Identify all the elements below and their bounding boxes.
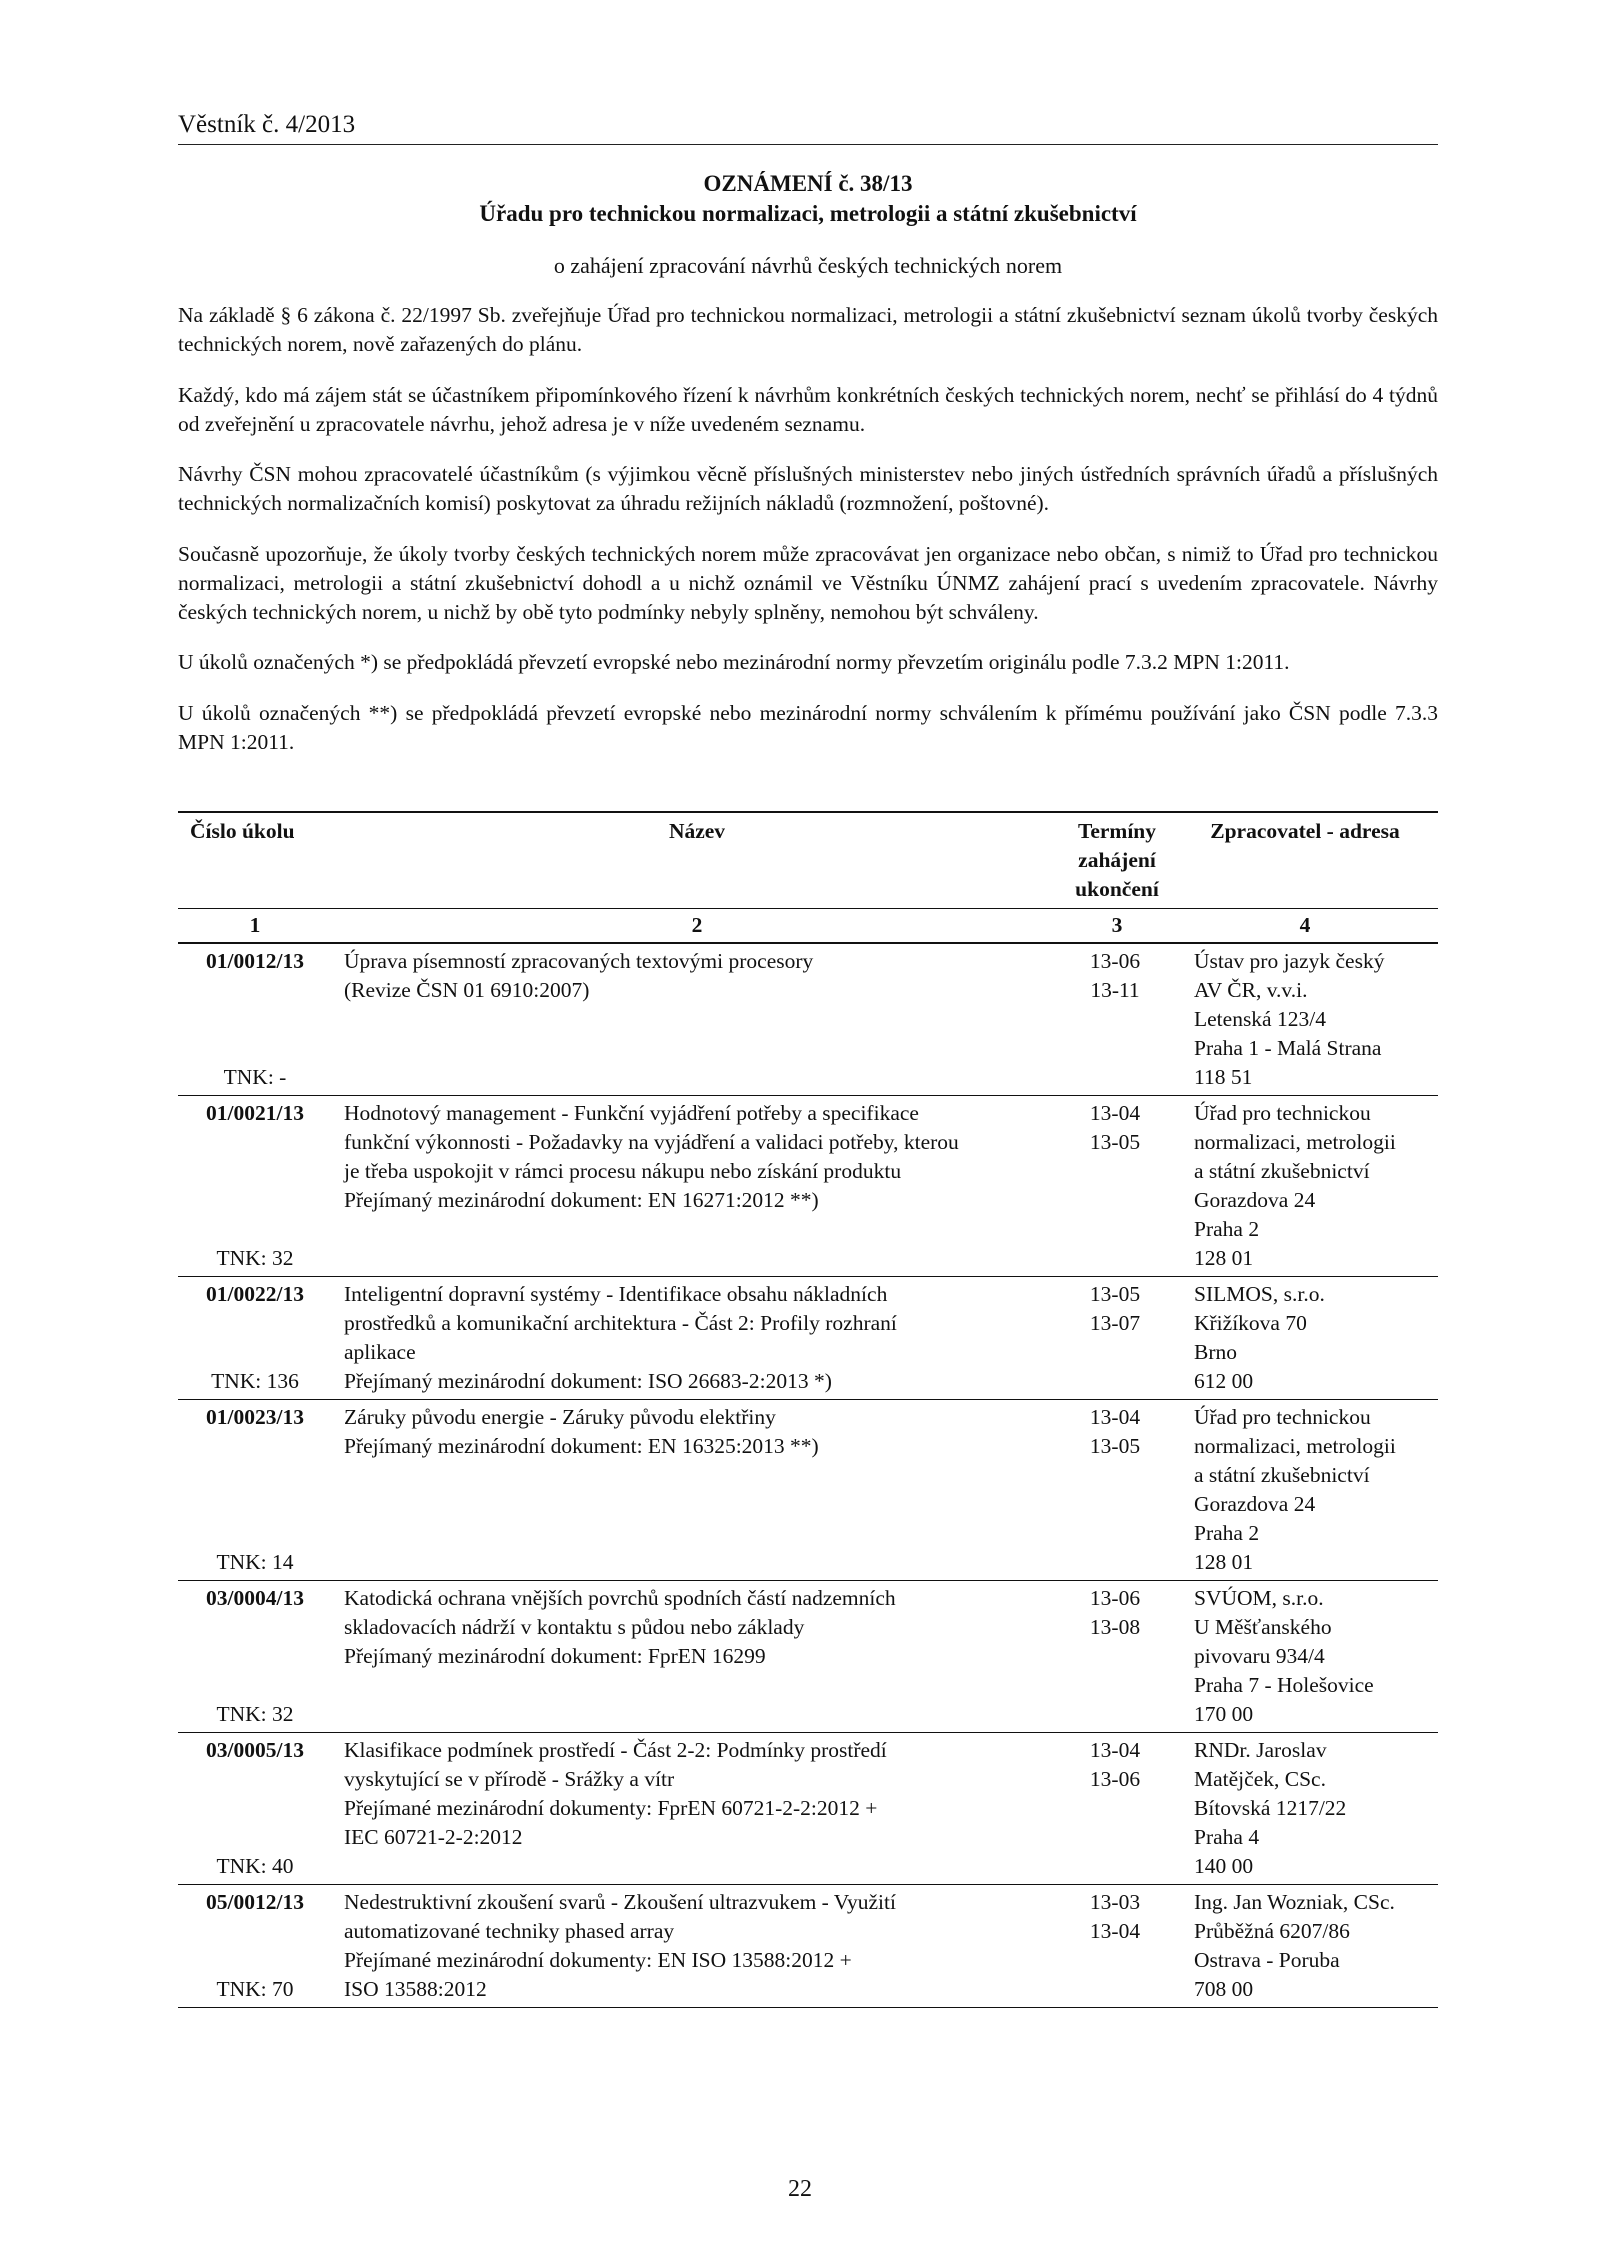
spacer xyxy=(182,1034,328,1063)
table-row xyxy=(178,1095,1438,1276)
task-number: 01/0021/13 xyxy=(206,1100,304,1125)
spacer xyxy=(182,1823,328,1852)
paragraph: Každý, kdo má zájem stát se účastníkem připomínkového řízení k návrhům konkrétních českých technických norem, nechť se přihlásí do 4 týdnů od zveřejnění u zpracovatele návrhu, jehož adresa je v níže uvedeném seznamu. xyxy=(178,382,1438,436)
spacer xyxy=(182,1005,328,1034)
start-date: 13-04 xyxy=(1089,1404,1141,1429)
end-date: 13-11 xyxy=(1090,977,1140,1002)
processor-address-line: 708 00 xyxy=(1194,1976,1254,2001)
task-name-line: Přejímaný mezinárodní dokument: FprEN 16299 xyxy=(344,1643,766,1668)
processor-address-line: 128 01 xyxy=(1194,1549,1254,1574)
column-number: 1 xyxy=(178,908,332,943)
start-date: 13-04 xyxy=(1089,1100,1141,1125)
table-row xyxy=(178,943,1438,1096)
processor-address-cell xyxy=(1172,1884,1438,2007)
processor-address-cell xyxy=(1172,1399,1438,1580)
task-name-line: Klasifikace podmínek prostředí - Část 2-2: Podmínky prostředí xyxy=(344,1737,887,1762)
task-dates-cell xyxy=(1062,1580,1172,1732)
processor-address-line: 612 00 xyxy=(1194,1368,1254,1393)
spacer xyxy=(182,1946,328,1975)
spacer xyxy=(182,976,328,1005)
spacer xyxy=(182,1490,328,1519)
spacer xyxy=(182,1461,328,1490)
task-name-line: aplikace xyxy=(344,1339,416,1364)
processor-address-line: AV ČR, v.v.i. xyxy=(1194,977,1308,1002)
task-number-cell xyxy=(178,1884,332,2007)
task-dates-cell xyxy=(1062,1276,1172,1399)
processor-address-line: 170 00 xyxy=(1194,1701,1254,1726)
header-terms-line: zahájení xyxy=(1078,847,1156,872)
paragraph: Současně upozorňuje, že úkoly tvorby českých technických norem může zpracovávat jen organizace nebo občan, s nimiž to Úřad pro technickou normalizaci, metrologii a státní zkušebnictví dohodl a u nichž oznámil ve Věstníku ÚNMZ zahájení prací s uvedením zpracovatele. Návrhy českých technických norem, u nichž by obě tyto podmínky nebyly splněny, nemohou být schváleny. xyxy=(178,541,1438,624)
processor-address-line: a státní zkušebnictví xyxy=(1194,1462,1370,1487)
spacer xyxy=(182,1794,328,1823)
task-number: 05/0012/13 xyxy=(206,1889,304,1914)
processor-address-line: Úřad pro technickou xyxy=(1194,1100,1371,1125)
processor-address-line: pivovaru 934/4 xyxy=(1194,1643,1325,1668)
processor-address-line: Praha 2 xyxy=(1194,1216,1260,1241)
processor-address-line: Praha 4 xyxy=(1194,1824,1260,1849)
processor-address-cell xyxy=(1172,1276,1438,1399)
processor-address-line: Brno xyxy=(1194,1339,1237,1364)
processor-address-line: 140 00 xyxy=(1194,1853,1254,1878)
spacer xyxy=(182,1186,328,1215)
start-date: 13-03 xyxy=(1089,1889,1141,1914)
spacer xyxy=(182,1519,328,1548)
header-terms xyxy=(1062,812,1172,909)
task-dates-cell xyxy=(1062,1095,1172,1276)
table-row xyxy=(178,1732,1438,1884)
task-number-cell xyxy=(178,1399,332,1580)
task-name-line: Nedestruktivní zkoušení svarů - Zkoušení ultrazvukem - Využití xyxy=(344,1889,896,1914)
task-dates-cell xyxy=(1062,1884,1172,2007)
paragraph: Návrhy ČSN mohou zpracovatelé účastníkům (s výjimkou věcně příslušných ministerstev nebo jiných ústředních správních úřadů a příslušných technických normalizačních komisí) poskytovat za úhradu režijních nákladů (rozmnožení, poštovné). xyxy=(178,462,1438,515)
processor-address-cell xyxy=(1172,1732,1438,1884)
start-date: 13-05 xyxy=(1089,1281,1141,1306)
processor-address-line: Praha 2 xyxy=(1194,1520,1260,1545)
tasks-table xyxy=(178,811,1438,2008)
paragraph: U úkolů označených *) se předpokládá převzetí evropské nebo mezinárodní normy převzetím originálu podle 7.3.2 MPN 1:2011. xyxy=(178,650,1290,674)
processor-address-cell xyxy=(1172,943,1438,1096)
task-number-cell xyxy=(178,1095,332,1276)
task-name-line: Přejímané mezinárodní dokumenty: FprEN 60721-2-2:2012 + xyxy=(344,1795,878,1820)
task-name-line: vyskytující se v přírodě - Srážky a vítr xyxy=(344,1766,675,1791)
tnk-label: TNK: 14 xyxy=(216,1549,294,1574)
task-rows xyxy=(178,943,1438,2008)
task-dates-cell xyxy=(1062,1732,1172,1884)
task-name-line: automatizované techniky phased array xyxy=(344,1918,675,1943)
task-name-line: Přejímané mezinárodní dokumenty: EN ISO 13588:2012 + xyxy=(344,1947,852,1972)
task-number-cell xyxy=(178,943,332,1096)
start-date: 13-04 xyxy=(1089,1737,1141,1762)
column-number: 4 xyxy=(1172,908,1438,943)
task-name-line: Inteligentní dopravní systémy - Identifikace obsahu nákladních xyxy=(344,1281,888,1306)
processor-address-line: Ing. Jan Wozniak, CSc. xyxy=(1194,1889,1395,1914)
processor-address-line: Gorazdova 24 xyxy=(1194,1491,1316,1516)
spacer xyxy=(182,1613,328,1642)
task-name-cell xyxy=(332,1884,1062,2007)
processor-address-line: Praha 1 - Malá Strana xyxy=(1194,1035,1382,1060)
task-number: 01/0022/13 xyxy=(206,1281,304,1306)
processor-address-line: Gorazdova 24 xyxy=(1194,1187,1316,1212)
column-number: 2 xyxy=(332,908,1062,943)
end-date: 13-05 xyxy=(1089,1433,1141,1458)
task-name-cell xyxy=(332,1095,1062,1276)
processor-address-line: RNDr. Jaroslav xyxy=(1194,1737,1327,1762)
tnk-label: TNK: 136 xyxy=(211,1368,299,1393)
task-number: 03/0004/13 xyxy=(206,1585,304,1610)
task-name-line: Přejímaný mezinárodní dokument: EN 16271:2012 **) xyxy=(344,1187,819,1212)
spacer xyxy=(182,1338,328,1367)
task-name-line: funkční výkonnosti - Požadavky na vyjádření a validaci potřeby, kterou xyxy=(344,1129,959,1154)
document-page xyxy=(178,108,1438,2008)
spacer xyxy=(182,1765,328,1794)
task-name-line: Přejímaný mezinárodní dokument: EN 16325:2013 **) xyxy=(344,1433,819,1458)
spacer xyxy=(182,1917,328,1946)
processor-address-line: Letenská 123/4 xyxy=(1194,1006,1326,1031)
table-header-row xyxy=(178,812,1438,909)
processor-address-cell xyxy=(1172,1580,1438,1732)
task-name-line: IEC 60721-2-2:2012 xyxy=(344,1824,523,1849)
spacer xyxy=(182,1128,328,1157)
end-date: 13-04 xyxy=(1089,1918,1141,1943)
processor-address-line: Úřad pro technickou xyxy=(1194,1404,1371,1429)
processor-address-line: U Měšťanského xyxy=(1194,1614,1332,1639)
start-date: 13-06 xyxy=(1089,948,1141,973)
header-terms-line: Termíny xyxy=(1077,818,1157,843)
task-name-cell xyxy=(332,1399,1062,1580)
end-date: 13-07 xyxy=(1089,1310,1141,1335)
announcement-title: OZNÁMENÍ č. 38/13 xyxy=(703,171,913,196)
task-name-line: prostředků a komunikační architektura - Část 2: Profily rozhraní xyxy=(344,1310,897,1335)
task-dates-cell xyxy=(1062,1399,1172,1580)
task-name-line: Katodická ochrana vnějších povrchů spodních částí nadzemních xyxy=(344,1585,896,1610)
processor-address-line: 128 01 xyxy=(1194,1245,1254,1270)
processor-address-line: Ústav pro jazyk český xyxy=(1194,948,1385,973)
processor-address-cell xyxy=(1172,1095,1438,1276)
table-row xyxy=(178,1884,1438,2007)
task-name-cell xyxy=(332,943,1062,1096)
task-number-cell xyxy=(178,1732,332,1884)
processor-address-line: Praha 7 - Holešovice xyxy=(1194,1672,1374,1697)
column-number-row xyxy=(178,908,1438,943)
task-name-line: Záruky původu energie - Záruky původu elektřiny xyxy=(344,1404,776,1429)
processor-address-line: Ostrava - Poruba xyxy=(1194,1947,1340,1972)
end-date: 13-06 xyxy=(1089,1766,1141,1791)
header-terms-line: ukončení xyxy=(1075,876,1159,901)
tnk-label: TNK: - xyxy=(223,1064,287,1089)
processor-address-line: normalizaci, metrologii xyxy=(1194,1129,1396,1154)
running-header: Věstník č. 4/2013 xyxy=(178,108,1438,145)
spacer xyxy=(182,1642,328,1671)
task-number-cell xyxy=(178,1276,332,1399)
task-number: 01/0012/13 xyxy=(206,948,304,973)
start-date: 13-06 xyxy=(1089,1585,1141,1610)
spacer xyxy=(182,1157,328,1186)
end-date: 13-08 xyxy=(1089,1614,1141,1639)
spacer xyxy=(182,1671,328,1700)
processor-address-line: a státní zkušebnictví xyxy=(1194,1158,1370,1183)
page-number: 22 xyxy=(788,2176,812,2202)
processor-address-line: Křižíkova 70 xyxy=(1194,1310,1307,1335)
end-date: 13-05 xyxy=(1089,1129,1141,1154)
task-name-line: Úprava písemností zpracovaných textovými procesory xyxy=(344,948,814,973)
header-number: Číslo úkolu xyxy=(178,812,332,909)
tnk-label: TNK: 70 xyxy=(216,1976,294,2001)
task-name-line: ISO 13588:2012 xyxy=(344,1976,487,2001)
processor-address-line: Průběžná 6207/86 xyxy=(1194,1918,1350,1943)
header-processor: Zpracovatel - adresa xyxy=(1172,812,1438,909)
task-name-line: skladovacích nádrží v kontaktu s půdou nebo základy xyxy=(344,1614,805,1639)
task-name-line: (Revize ČSN 01 6910:2007) xyxy=(344,977,590,1002)
task-name-line: je třeba uspokojit v rámci procesu nákupu nebo získání produktu xyxy=(344,1158,902,1183)
header-name: Název xyxy=(332,812,1062,909)
task-number: 03/0005/13 xyxy=(206,1737,304,1762)
tnk-label: TNK: 32 xyxy=(216,1701,294,1726)
processor-address-line: 118 51 xyxy=(1194,1064,1253,1089)
announcement-issuer: Úřadu pro technickou normalizaci, metrologii a státní zkušebnictví xyxy=(479,201,1137,226)
announcement-subject: o zahájení zpracování návrhů českých technických norem xyxy=(553,253,1063,278)
task-dates-cell xyxy=(1062,943,1172,1096)
task-name-line: Přejímaný mezinárodní dokument: ISO 26683-2:2013 *) xyxy=(344,1368,832,1393)
task-number: 01/0023/13 xyxy=(206,1404,304,1429)
table-row xyxy=(178,1580,1438,1732)
tnk-label: TNK: 40 xyxy=(216,1853,294,1878)
paragraph: Na základě § 6 zákona č. 22/1997 Sb. zveřejňuje Úřad pro technickou normalizaci, metrologii a státní zkušebnictví seznam úkolů tvorby českých technických norem, nově zařazených do plánu. xyxy=(178,303,1438,356)
task-name-line: Hodnotový management - Funkční vyjádření potřeby a specifikace xyxy=(344,1100,919,1125)
spacer xyxy=(182,1215,328,1244)
table-row xyxy=(178,1399,1438,1580)
processor-address-line: SVÚOM, s.r.o. xyxy=(1194,1585,1324,1610)
processor-address-line: Matějček, CSc. xyxy=(1194,1766,1326,1791)
table-row xyxy=(178,1276,1438,1399)
spacer xyxy=(182,1432,328,1461)
task-name-cell xyxy=(332,1580,1062,1732)
processor-address-line: normalizaci, metrologii xyxy=(1194,1433,1396,1458)
paragraph: U úkolů označených **) se předpokládá převzetí evropské nebo mezinárodní normy schválením k přímému používání jako ČSN podle 7.3.3 MPN 1:2011. xyxy=(178,700,1438,754)
task-name-cell xyxy=(332,1276,1062,1399)
column-number: 3 xyxy=(1062,908,1172,943)
tnk-label: TNK: 32 xyxy=(216,1245,294,1270)
spacer xyxy=(182,1309,328,1338)
task-name-cell xyxy=(332,1732,1062,1884)
processor-address-line: Bítovská 1217/22 xyxy=(1194,1795,1347,1820)
task-number-cell xyxy=(178,1580,332,1732)
processor-address-line: SILMOS, s.r.o. xyxy=(1194,1281,1325,1306)
